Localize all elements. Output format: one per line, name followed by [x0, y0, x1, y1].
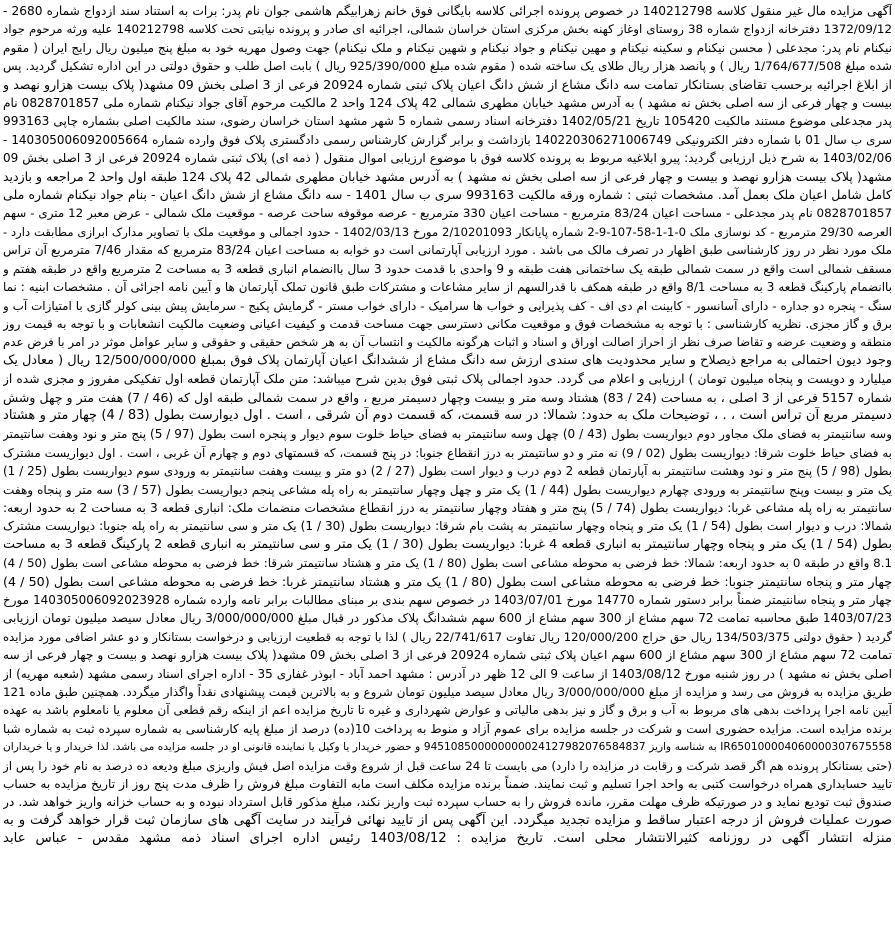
- notice-line-3: نیکنام نام پدر: مجدعلی ( محسن نیکنام و سکینه نیکنام و مهین نیکنام و جواد نیکنام و شهین نیکنام و ملک نیکنام) جهت وصول مهریه خود به مبلغ پنج میلیون ریال رایج ایران ( مقوم: [3, 40, 892, 55]
- notice-line-21: میلیارد و دویست و پنجاه میلیون تومان ) ارزیابی و اعلام می گردد. حدود اجمالی پلاک ثبتی فوق بدین شرح میباشد: متن ملک آپارتمان قطعه اول تفکیکی مفروز و مجزی شده از: [3, 372, 892, 387]
- notice-line-31: 8.1 واقع در طبقه 0 به حدود اربعه: شمالا: خط فرضی به محوطه مشاعی است بطول (80 / 1) یک متر و هشتاد سانتیمتر شرقا: خط فرضی به محوطه مشاعی است بطول (50 / 4): [3, 556, 892, 571]
- notice-body: [3, 2, 892, 849]
- notice-line-16: باانضمام پارکینگ قطعه 3 به مساحت 8/1 واقع در طبقه همکف با قدرالسهم از سایر مشاعات و مشترکات طبق قانون تملک آپارتمان ها و آیین نامه اجرائی آن . مشخصات ابنیه : نما: [3, 280, 892, 295]
- notice-line-20: وجود دیون احتمالی به مراجع ذیصلاح و سایر محدودیت های سندی ارزش سه دانگ مشاع از ششدانگ اعیان آپارتمان پلاک فوق بمبلغ 12/500/000/000 ریال ( معادل یک: [3, 352, 892, 368]
- notice-line-23: دسیمتر مربع آن تراس است ، . ، توضیحات ملک به حدود: شمالا: در سه قسمت، که قسمت دوم آن شرقی ، است . اول دیوارست بطول (83 / 4) چهار متر و هشتاد: [3, 407, 892, 423]
- notice-line-11: کامل شامل اعیان ملک بعمل آمد. مشخصات ثبتی : شماره ورقه مالکیت 993163 سری ب سال 1401 - سه دانگ مشاع از شش دانگ اعیان - بنام جواد نیکنام شماره ملی: [3, 187, 892, 203]
- notice-line-45: صورت عملیات فروش از درجه اعتبار ساقط و مزایده تجدید میگردد. این آگهی پس از تایید نهائی فرآیند در سایت آگهی های سازمان ثبت قرار خواهد گرفت و به: [3, 812, 892, 828]
- notice-line-40: برنده مزایده است. مزایده حضوری است و شرکت در جلسه مزایده برای عموم آزاد و منوط به پرداخت 10(ده) درصد از مبلغ پایه کارشناسی به شماره سپرده ثبت به شماره شبا: [3, 721, 892, 736]
- notice-line-25: به فضای حیاط خلوت شرقا: دیواریست بطول (02 / 9) نه متر و دو سانتیمتر به درز انقطاع جنوبا: در پنج قسمت، که قسمتهای دوم و چهارم آن غربی ، است . اول دیواریست مشترک: [3, 445, 892, 460]
- notice-line-30: بطول (54 / 1) یک متر و پنجاه وچهار سانتیمتر به انباری قطعه 4 غربا: دیواریست بطول (30 / 1) یک متر و سی سانتیمتر به انباری قطعه 2 پارکینگ قطعه 3 به مساحت: [3, 536, 892, 552]
- notice-line-37: اصلی بخش نه مشهد ) در روز شنبه مورخ 1403/08/12 از ساعت 9 الی 12 ظهر در آدرس : مشهد احمد آباد - ابوذر غفاری 35 - اداره اجرای اسناد رسمی مشهد (شعبه مهریه) از: [3, 666, 892, 681]
- notice-line-2: 1372/09/12 دفترخانه ازدواج شماره 38 روستای اوغاز کهنه بخش مرکزی استان خراسان شمالی، اجرائیه ای صادر و پرونده نیابتی تحت کلاسه 140212798 علیه ورثه مرحوم جواد: [3, 22, 892, 37]
- notice-line-42: (حتی بستانکار پرونده هم اگر قصد شرکت و رقابت در مزایده را دارد) می بایست تا 24 ساعت قبل از شروع وقت مزایده اصل فیش واریزی مبلغ ودیعه ده درصد به نام خود را پس از: [3, 758, 892, 773]
- notice-line-12: 0828701857 نام پدر مجدعلی - مساحت اعیان 83/24 مترمربع - مساحت اعیان 330 مترمربع - عرصه موقوفه ساحت عرصه - موقعیت ملک شمالی - عرض معبر 12 متری - سهم: [3, 206, 892, 221]
- notice-line-29: شمالا: درب و دیوار است بطول (54 / 1) یک متر و پنجاه وچهار سانتیمتر به پشت بام شرقا: دیواریست بطول (30 / 1) یک متر و سی سانتیمتر به راه پله جنوبا: دیواریست مشترک: [3, 519, 892, 534]
- notice-line-8: سری ب سال 01 با شماره دفتر الکترونیکی 140220306271006749 بازداشت و برابر گزارش کارشناس رسمی دادگستری پلاک فوق وارده شماره 140305006092005664 -: [3, 132, 892, 147]
- notice-line-9: 1403/02/06 به شرح ذیل ارزیابی گردید: پیرو ابلاغیه مربوط به پرونده کلاسه فوق با موضوع ارزیابی اموال منقول ( ذمه ای) پلاک ثبتی شماره 20924 فرعی از 3 اصلی بخش 09: [3, 151, 892, 166]
- notice-line-32: چهار متر و پنجاه سانتیمتر جنوبا: خط فرضی به محوطه مشاعی است بطول (80 / 1) یک متر و هشتاد سانتیمتر غربا: خط فرضی به محوطه مشاعی است بطول (50 / 4): [3, 573, 892, 589]
- notice-line-24: وسه سانتیمتر به فضای ملک مجاور دوم دیواریست بطول (43 / 0) چهل وسه سانتیمتر به فضای حیاط خلوت سوم دیوار و پنجره است بطول (97 / 5) پنج متر و نود وهفت سانتیمتر: [3, 427, 892, 442]
- notice-line-10: مشهد( پلاک بیست هزارو نهصد و بیست و چهار فرعی از سه اصلی بخش نه مشهد ) به آدرس مشهد خیابان مطهری شمالی 42 پلاک 124 طبقه اول واحد 2 مراجعه و بازدید: [3, 168, 892, 184]
- notice-line-46: منزله انتشار آگهی در روزنامه کثیرالانتشار محلی است. تاریخ مزایده : 1403/08/12 رئیس اداره اجرای اسناد ذمه مشهد مقدس - عباس عابد: [3, 831, 892, 847]
- notice-line-22: شماره 5157 فرعی از 3 اصلی ، به مساحت (24 / 83) هشتاد وسه متر و بیست وچهار دسیمتر مربع ، واقع در سمت شمالی طبقه اول که (46 / 7) هفت متر و چهل وشش: [3, 389, 892, 405]
- notice-line-4: شده مبلغ 1/764/677/508 ریال ) و پانصد هزار ریال طلای یک ساخته شده ( مقوم شده مبلغ 925/390/000 ریال ) بابت اصل طلب و حقوق دولتی در این اداره تشکیل گردید. پس: [3, 59, 892, 74]
- notice-line-18: برق و گاز مجزی. نظریه کارشناسی : با توجه به مشخصات فوق و موقعیت مکانی دسترسی جهت مساحت قدمت و کیفیت اعیانی وضعیت مالکیت انشعابات و با توجه به قیمت روز: [3, 316, 892, 331]
- notice-line-26: بطول (98 / 5) پنج متر و نود وهشت سانتیمتر به آپارتمان قطعه 2 دوم درب و دیوار است بطول (27 / 2) دو متر و بیست وهفت سانتیمتر به ورودی سوم دیواریست بطول (25 / 1): [3, 464, 892, 479]
- notice-line-15: مسقف شمالی است واقع در سمت شمالی طبقه یک ساختمانی هفت طبقه و 9 واحدی با قدمت حدود 3 سال باانضمام انباری قطعه 3 به مساحت 2 مترمربع واقع در طبقه هفتم و: [3, 261, 892, 276]
- notice-line-41: IR650100004060000307675558 به شناسه واریز 945108500000000024127982076584837 و حضور خریدار یا وکیل یا نماینده قانونی او در جلسه مزایده می باشد. لذا خریدار و یا خریداران: [3, 741, 892, 754]
- notice-line-39: آیین نامه اجرا پرداخت بدهی های مربوط به آب و برق و گاز و نیز بدهی مالیاتی و عوارض شهرداری و غیره تا تاریخ مزایده اعم از اینکه رقم قطعی آن معلوم یا نامعلوم باشد به عهده: [3, 703, 892, 718]
- notice-line-17: سنگ - پنجره دو جداره - دارای آسانسور - کابینت ام دی اف - کف پذیرایی و خواب ها سرامیک - دارای خواب مستر - گرمایش پکیج - سرمایش پیش بینی کولر گازی با امتیازات آب و: [3, 298, 892, 313]
- notice-line-43: تایید حسابداری همراه درخواست کتبی به واحد اجرا تسلیم و ثبت نمایند. ضمناً برنده مزایده مکلف است مابه التفاوت مبلغ فروش را ظرف مدت پنج روز از تاریخ مزایده به حساب: [3, 777, 892, 792]
- notice-line-6: بیست و چهار فرعی از سه اصلی بخش نه مشهد ) به آدرس مشهد خیابان مطهری شمالی 42 پلاک 124 واحد 2 مالکیت مرحوم آقای جواد نیکنام شماره ملی 0828701857 نام: [3, 96, 892, 111]
- notice-line-33: چهار متر و پنجاه سانتیمتر ضمناً برابر دستور شماره 14770 مورخ 1403/07/01 در خصوص سهم بندی بر مبنای مطالبات برابر نامه وارده شماره 140305006092023928 مورخ: [3, 593, 892, 607]
- notice-line-27: یک متر و بیست وپنج سانتیمتر به ورودی چهارم دیواریست بطول (44 / 1) یک متر و چهل وچهار سانتیمتر به راه پله مشاعی پنجم دیواریست بطول (57 / 3) سه متر و پنجاه وهفت: [3, 482, 892, 497]
- notice-line-34: 1403/07/23 طبق محاسبه تمامت 72 سهم مشاع از 300 سهم مشاع از 600 سهم ششدانگ پلاک مذکور در قبال مبلغ 3/000/000/000 ریال معادل سیصد میلیون تومان ارزیابی: [3, 611, 892, 626]
- notice-line-5: از ابلاغ اجرائیه برحسب تقاضای بستانکار تمامت سه دانگ مشاع از شش دانگ اعیان پلاک ثبتی شماره 20924 فرعی از 3 اصلی بخش 09 مشهد( پلاک بیست هزارو نهصد و: [3, 76, 892, 92]
- notice-line-28: سانتیمتر به راه پله مشاعی غربا: دیواریست بطول (74 / 5) پنج متر و هفتاد وچهار سانتیمتر به درز انقطاع مشخصات منضمات ملک: انباری قطعه 3 به مساحت 2 به حدود اربعه:: [3, 500, 892, 515]
- notice-line-36: تمامت 72 سهم مشاع از 300 سهم مشاع از 600 سهم اعیان پلاک ثبتی شماره 20924 فرعی از 3 اصلی بخش 09 مشهد( پلاک بیست هزارو نهصد و بیست و چهار فرعی از سه: [3, 648, 892, 663]
- notice-line-44: صندوق ثبت تودیع نماید و در صورتیکه ظرف مهلت مقرر، مانده فروش را به حساب سپرده ثبت واریز نکند، مبلغ مذکور قابل استرداد نبوده و به حساب خزانه واریز خواهد شد. در: [3, 795, 892, 810]
- notice-line-14: ملک مورد نظر در روز کارشناسی طبق اظهار در تصرف مالک می باشد . مورد ارزیابی آپارتمانی است دو خوابه به مساحت اعیان 83/24 مترمربع که مقدار 7/46 مترمربع آن تراس: [3, 243, 892, 258]
- notice-line-7: پدر مجدعلی موضوع مستند مالکیت 105420 تاریخ 1402/05/21 دفترخانه اسناد رسمی شماره 5 شهر مشهد استان خراسان رضوی، سند مالکیت اصلی بشماره چاپی 993163: [3, 114, 892, 129]
- notice-line-35: گردید ( حقوق دولتی 134/503/375 ریال حق حراج 120/000/200 ریال تفاوت 22/741/617 ریال ) لذا با توجه به قطعیت ارزیابی و درخواست بستانکار و دو عشر اضافی مورد مزایده: [3, 629, 892, 644]
- notice-line-38: طریق مزایده به فروش می رسد و مزایده از مبلغ 3/000/000/000 ریال معادل سیصد میلیون تومان شروع و به بالاترین قیمت پیشنهادی نقداً واگذار میگردد. همچنین طبق ماده 121: [3, 685, 892, 700]
- notice-line-1: آگهی مزایده مال غیر منقول کلاسه 140212798 در خصوص پرونده اجرائی کلاسه بایگانی فوق خانم زهرابیگم هاشمی جوان نام پدر: برات به استناد سند ازدواج شماره 2680 -: [3, 4, 892, 18]
- notice-line-19: منطقه و وضعیت عرضه و تقاضا صرف نظر از احراز اصالت اوراق و اسناد و اثبات هرگونه مالکیت و انتساب آن به هر شخص حقیقی و حقوقی و سایر عوامل موثر در امر با فرض عدم: [3, 335, 892, 350]
- notice-line-13: العرصه 29/30 مترمربع - کد نوسازی ملک 0-1-1-58-107-9-2 شماره پایانکار 2/10201093 مورخ 1402/03/13 - حدود اجمالی و موقعیت ملک با تصاویر مدارک ابرازی مطابقت دارد -: [3, 224, 892, 239]
